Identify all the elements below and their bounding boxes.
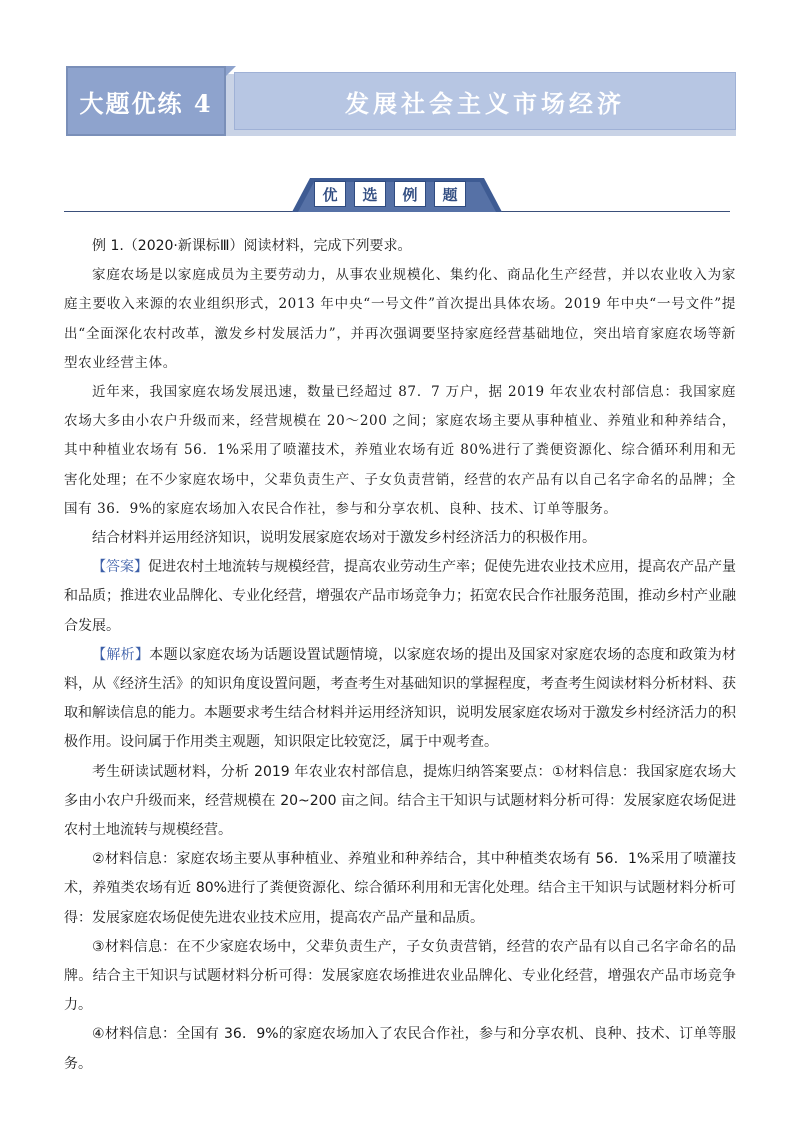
answer-text: 促进农村土地流转与规模经营，提高农业劳动生产率；促使先进农业技术应用，提高农产品产量和品质；推进农业品牌化、专业化经营，增强农产品市场竞争力；拓宽农民合作社服务范围，推动乡村产业融合发展。	[64, 559, 736, 634]
analysis-paragraph	[64, 641, 736, 758]
banner-corner	[226, 66, 236, 76]
analysis-text: 本题以家庭农场为话题设置试题情境，以家庭农场的提出及国家对家庭农场的态度和政策为材料，从《经济生活》的知识角度设置问题，考查考生对基础知识的掌握程度，考查考生阅读材料分析材料、获取和解读信息的能力。本题要求考生结合材料并运用经济知识，说明发展家庭农场对于激发乡村经济活力的积极作用。设问属于作用类主观题，知识限定比较宽泛，属于中观考查。	[64, 646, 737, 751]
analysis-point-2: ②材料信息：家庭农场主要从事种植业、养殖业和种养结合，其中种植类农场有 56．1%采用了喷灌技术，养殖类农场有近 80%进行了粪便资源化、综合循环利用和无害化处理。结合主干知识与试题材料分析可得：发展家庭农场促使先进农业技术应用，提高农产品产量和品质。	[64, 851, 736, 926]
section-badge	[292, 176, 502, 212]
page-title: 发展社会主义市场经济	[345, 88, 625, 118]
question-prompt: 结合材料并运用经济知识，说明发展家庭农场对于激发乡村经济活力的积极作用。	[92, 530, 596, 547]
question-intro: 例 1.（2020·新课标Ⅲ）阅读材料，完成下列要求。	[92, 238, 412, 254]
material-paragraph-1: 家庭农场是以家庭成员为主要劳动力，从事农业规模化、集约化、商品化生产经营，并以农业收入为家庭主要收入来源的农业组织形式，2013 年中央“一号文件”首次提出具体农场。2019 年中央“一号文件”提出“全面深化农村改革，激发乡村发展活力”，并再次强调要坚持家庭经营基础地位，突出培育家庭农场等新型农业经营主体。	[64, 267, 736, 371]
banner-title-box	[234, 72, 736, 130]
badge-char: 例	[394, 181, 426, 207]
analysis-tag: 【解析】	[92, 646, 150, 663]
badge-char: 题	[434, 181, 466, 207]
section-label: 大题优练 4	[79, 88, 213, 118]
badge-char: 优	[314, 181, 346, 207]
material-paragraph-2: 近年来，我国家庭农场发展迅速，数量已经超过 87．7 万户，据 2019 年农业农村部信息：我国家庭农场大多由小农户升级而来，经营规模在 20～200 之间；家庭农场主要从事种植业、养殖业和种养结合，其中种植业农场有 56．1%采用了喷灌技术，养殖业农场有近 80%进行了粪便资源化、综合循环利用和无害化处理；在不少家庭农场中，父辈负责生产、子女负责营销，经营的农产品有以自己名字命名的品牌；全国有 36．9%的家庭农场加入农民合作社，参与和分享农机、良种、技术、订单等服务。	[64, 384, 736, 517]
answer-paragraph	[64, 553, 736, 641]
badge-chars	[314, 181, 466, 207]
analysis-point-4: ④材料信息：全国有 36．9%的家庭农场加入了农民合作社，参与和分享农机、良种、技术、订单等服务。	[64, 1026, 736, 1072]
analysis-point-3: ③材料信息：在不少家庭农场中，父辈负责生产，子女负责营销，经营的农产品有以自己名字命名的品牌。结合主干知识与试题材料分析可得：发展家庭农场推进农业品牌化、专业化经营，增强农产品市场竞争力。	[64, 938, 736, 1014]
document-body	[64, 232, 736, 1079]
answer-tag: 【答案】	[92, 559, 148, 576]
analysis-point-1: 考生研读试题材料，分析 2019 年农业农村部信息，提炼归纳答案要点：①材料信息：我国家庭农场大多由小农户升级而来，经营规模在 20~200 亩之间。结合主干知识与试题材料分析可得：发展家庭农场促进农村土地流转与规模经营。	[64, 763, 736, 839]
banner-label-box	[66, 66, 226, 136]
title-banner	[66, 66, 736, 136]
badge-char: 选	[354, 181, 386, 207]
